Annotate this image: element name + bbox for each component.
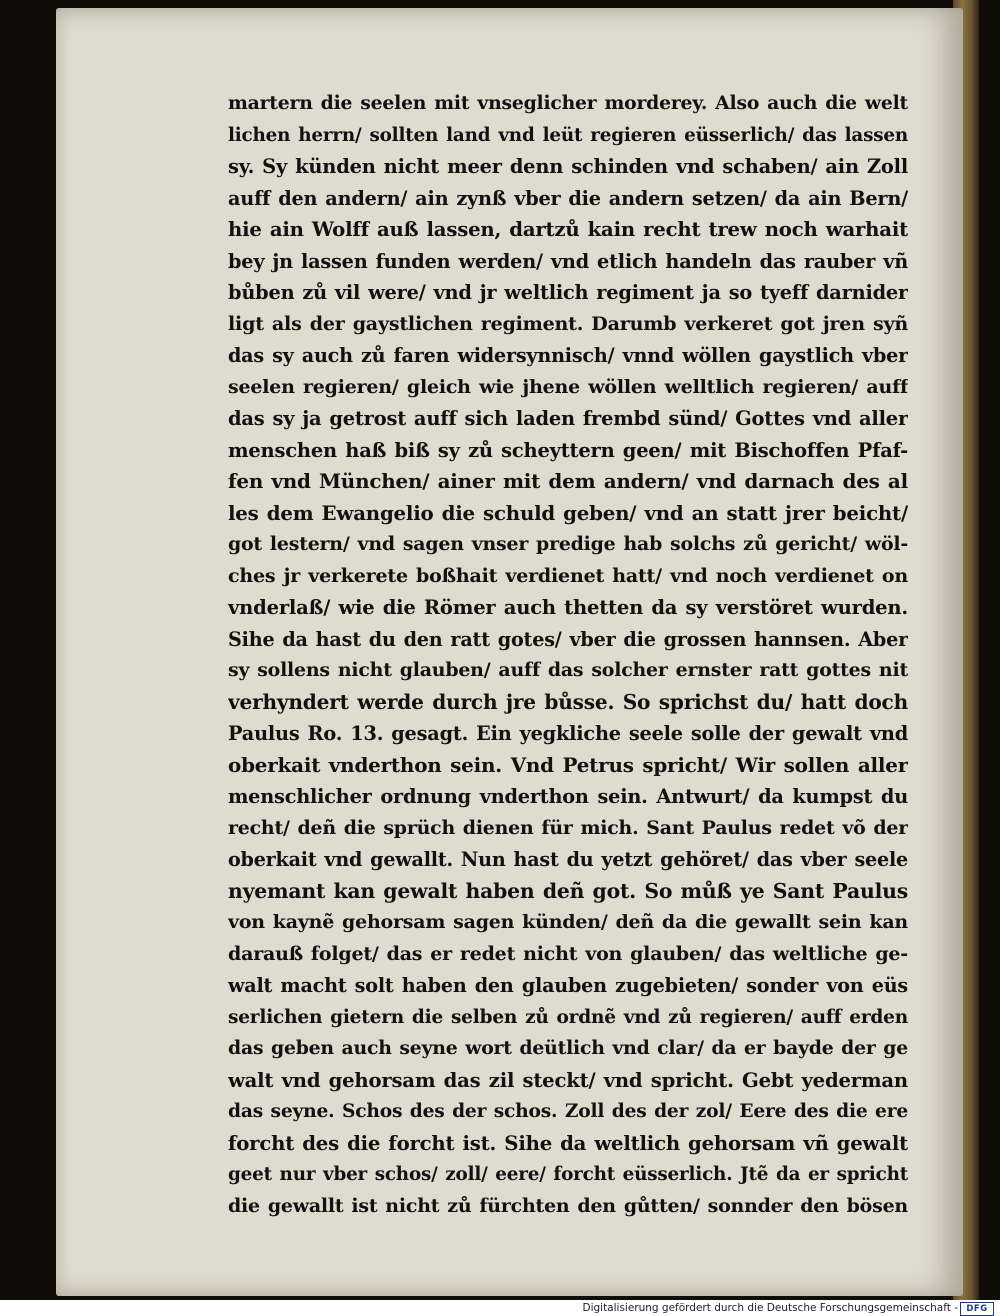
text-line: forcht des die forcht ist. Sihe da weltlich gehorsam vñ gewalt [228, 1131, 908, 1155]
text-line: hie ain Wolff auß lassen, dartzů kain recht trew noch warhait [228, 218, 908, 241]
text-line: ches jr verkerete boßhait verdienet hatt/ vnd noch verdienet on [228, 564, 908, 587]
digitization-credit: Digitalisierung gefördert durch die Deutsche Forschungsgemeinschaft - [582, 1302, 958, 1314]
text-line: ligt als der gaystlichen regiment. Darumb verkeret got jren syñ [228, 312, 908, 335]
text-line: serlichen gietern die selben zů ordnẽ vnd zů regieren/ auff erden [228, 1006, 908, 1028]
text-line: Sihe da hast du den ratt gotes/ vber die grossen hannsen. Aber [228, 627, 908, 651]
text-line: vnderlaß/ wie die Römer auch thetten da sy verstöret wurden. [228, 596, 908, 619]
text-line: bůben zů vil were/ vnd jr weltlich regiment ja so tyeff darnider [228, 281, 908, 304]
text-line: martern die seelen mit vnseglicher morderey. Also auch die welt [228, 92, 908, 114]
text-line: die gewallt ist nicht zů fürchten den gůtten/ sonnder den bösen [228, 1194, 908, 1217]
text-line: seelen regieren/ gleich wie jhene wöllen welltlich regieren/ auff [228, 375, 908, 398]
text-line: bey jn lassen funden werden/ vnd etlich handeln das rauber vñ [228, 249, 908, 273]
text-line: sy. Sy künden nicht meer denn schinden vnd schaben/ ain Zoll [228, 155, 908, 178]
text-line: les dem Ewangelio die schuld geben/ vnd an statt jrer beicht/ [228, 500, 908, 525]
dfg-logo: DFG [960, 1302, 994, 1316]
text-line: Paulus Ro. 13. gesagt. Ein yegkliche seele solle der gewalt vnd [228, 722, 908, 745]
text-line: das seyne. Schos des der schos. Zoll des der zol/ Eere des die ere [228, 1100, 908, 1122]
text-line: menschen haß biß sy zů scheyttern geen/ mit Bischoffen Pfaf- [228, 438, 908, 462]
text-line: fen vnd München/ ainer mit dem andern/ vnd darnach des al [228, 469, 908, 493]
text-line: das sy auch zů faren widersynnisch/ vnnd wöllen gaystlich vber [228, 344, 908, 367]
text-line: lichen herrn/ sollten land vnd leüt regieren eüsserlich/ das lassen [228, 124, 908, 146]
text-line: menschlicher ordnung vnderthon sein. Antwurt/ da kumpst du [228, 785, 908, 808]
text-line: sy sollens nicht glauben/ auff das solcher ernster ratt gottes nit [228, 659, 908, 681]
text-line: auff den andern/ ain zynß vber die andern setzen/ da ain Bern/ [228, 186, 908, 210]
text-line: oberkait vnd gewallt. Nun hast du yetzt gehöret/ das vber seele [228, 848, 908, 871]
text-line: das geben auch seyne wort deütlich vnd clar/ da er bayde der ge [228, 1037, 908, 1059]
text-line: von kaynẽ gehorsam sagen künden/ deñ da die gewallt sein kan [228, 911, 908, 933]
text-line: nyemant kan gewalt haben deñ got. So můß ye Sant Paulus [228, 878, 908, 903]
text-line: darauß folget/ das er redet nicht von glauben/ das weltliche ge- [228, 942, 908, 965]
text-line: oberkait vnderthon sein. Vnd Petrus spricht/ Wir sollen aller [228, 752, 908, 777]
text-line: geet nur vber schos/ zoll/ eere/ forcht eüsserlich. Jtẽ da er spricht [228, 1164, 908, 1185]
page-text-block [228, 88, 908, 1222]
text-line: walt macht solt haben den glauben zugebieten/ sonder von eüs [228, 974, 908, 997]
text-line: das sy ja getrost auff sich laden frembd sünd/ Gottes vnd aller [228, 407, 908, 430]
text-line: recht/ deñ die sprüch dienen für mich. Sant Paulus redet võ der [228, 816, 908, 839]
text-line: walt vnd gehorsam das zil steckt/ vnd spricht. Gebt yederman [228, 1068, 908, 1092]
text-line: got lestern/ vnd sagen vnser predige hab solchs zů gericht/ wöl- [228, 533, 908, 555]
text-line: verhyndert werde durch jre bůsse. So sprichst du/ hatt doch [228, 689, 908, 714]
